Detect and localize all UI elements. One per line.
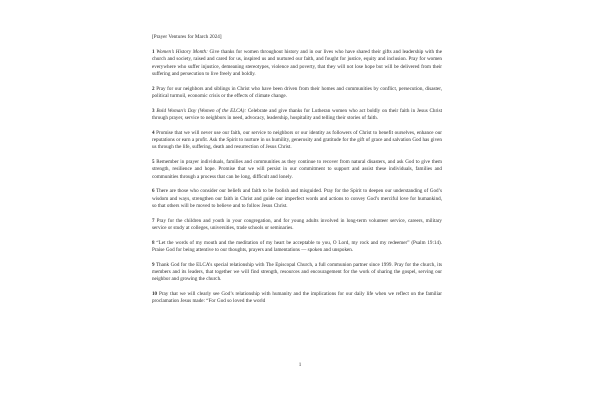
prayer-entry xyxy=(152,218,442,233)
document-title: [Prayer Ventures for March 2024] xyxy=(152,34,222,40)
entry-number: 2 xyxy=(152,85,155,92)
entry-body: There are those who consider our beliefs and faith to be foolish and misguided. Pray for the Spirit to deepen our understanding of God’s wisdom and ways, strengthen our faith in Christ and guide our imperfect words and actions to convey God’s merciful love for humankind, so that others will be moved to believe and to follow Jesus Christ. xyxy=(152,188,442,209)
entry-number: 9 xyxy=(152,261,155,268)
entry-number: 1 xyxy=(152,48,155,55)
prayer-entry xyxy=(152,240,442,255)
entry-body: Celebrate and give thanks for Lutheran women who act boldly on their faith in Jesus Christ through prayer, service to neighbors in need, advocacy, leadership, hospitality and telling their stories of faith. xyxy=(152,107,443,121)
entry-number: 5 xyxy=(152,158,155,165)
entry-number: 10 xyxy=(152,290,158,297)
prayer-entry xyxy=(152,49,442,78)
prayer-entry xyxy=(152,86,442,101)
page-number: 1 xyxy=(298,362,302,368)
prayer-entry xyxy=(152,130,442,152)
entry-lead: Bold Woman’s Day (Women of the ELCA): xyxy=(156,107,247,114)
entry-body: Pray that we will clearly see God’s relationship with humanity and the implications for our daily life when we reflect on the familiar proclamation Jesus made: “For God so loved the world xyxy=(152,290,443,305)
prayer-entry xyxy=(152,262,442,284)
entry-number: 8 xyxy=(152,239,155,246)
prayer-entry xyxy=(152,291,442,306)
entry-number: 3 xyxy=(152,107,155,114)
entry-body: Thank God for the ELCA’s special relationship with The Episcopal Church, a full communion partner since 1999. Pray for the church, its members and its leaders, that together we will find strength, resources and encouragement for the work of sharing the gospel, serving our neighbor and growing the church. xyxy=(152,261,442,283)
entry-number: 6 xyxy=(152,188,155,195)
prayer-entry xyxy=(152,108,442,123)
entry-body: Promise that we will never use our faith, our service to neighbors or our identity as followers of Christ to benefit ourselves, enhance our reputations or earn a profit. Ask the Spirit to nurture in us humility, generosity and gratitude for the gift of grace and salvation God has given us through the life, suffering, death and resurrection of Jesus Christ. xyxy=(152,129,442,151)
document-text-column xyxy=(152,34,442,306)
entry-body: Pray for the children and youth in your congregation, and for young adults involved in long-term volunteer service, careers, military service or study at colleges, universities, trade schools or seminaries. xyxy=(152,217,442,231)
entry-number: 4 xyxy=(152,129,155,136)
entry-number: 7 xyxy=(152,217,155,224)
prayer-entry xyxy=(152,159,442,181)
entry-body: “Let the words of my mouth and the meditation of my heart be acceptable to you, O Lord, my rock and my redeemer” (Psalm 19:14). Praise God for being attentive to our thoughts, prayers and lamentations — spoken and unspoken. xyxy=(152,239,442,253)
entry-body: Give thanks for women throughout history and in our lives who have shared their gifts and leadership with the church and society, raised and cared for us, inspired us and nurtured our faith, and fought for justice, equity and inclusion. Pray for women everywhere who suffer injustice, demeaning stereotypes, violence and poverty, that they will not lose hope but will be delivered from their suffering and persecution to live freely and boldly. xyxy=(152,48,442,77)
entry-lead: Women’s History Month: xyxy=(156,48,208,55)
entry-body: Pray for our neighbors and siblings in Christ who have been driven from their homes and communities by conflict, persecution, disaster, political turmoil, economic crisis or the effects of climate change. xyxy=(152,85,442,99)
entry-body: Remember in prayer individuals, families and communities as they continue to recover from natural disasters, and ask God to give them strength, resilience and hope. Promise that we will persist in our commitment to support and assist these individuals, families and communities through a process that can be long, difficult and lonely. xyxy=(152,158,442,180)
prayer-entry xyxy=(152,188,442,210)
